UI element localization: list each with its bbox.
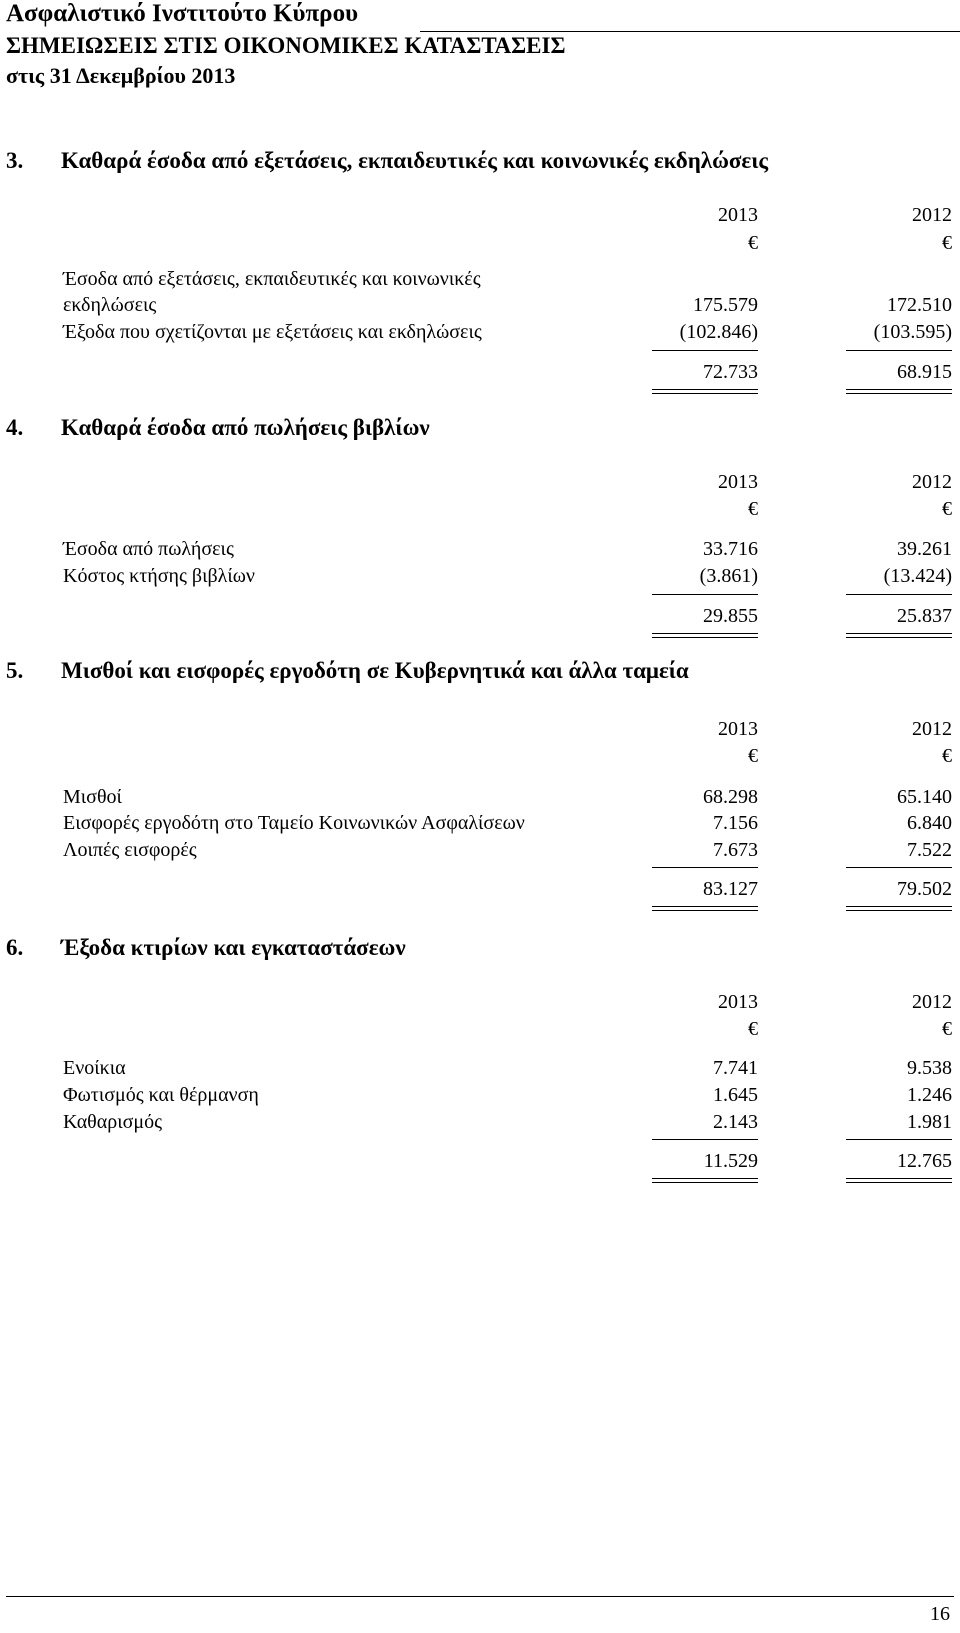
note-3-row-1-label-line1: Έσοδα από εξετάσεις, εκπαιδευτικές και κοινωνικές	[63, 268, 481, 290]
document-header-organization: Ασφαλιστικό Ινστιτούτο Κύπρου	[6, 0, 359, 27]
note-3-row-1-2013: 175.579	[693, 294, 758, 316]
note-4-title	[6, 415, 430, 441]
note-3-title-text: Καθαρά έσοδα από εξετάσεις, εκπαιδευτικές και κοινωνικές εκδηλώσεις	[61, 148, 769, 173]
note-5-row-1-2013: 68.298	[703, 786, 758, 808]
note-4-total-double-rule-2012	[846, 633, 952, 638]
note-3-total-2012: 68.915	[897, 361, 952, 383]
note-6-title-text: Έξοδα κτιρίων και εγκαταστάσεων	[61, 935, 406, 960]
note-6-col-2013-year: 2013	[718, 991, 758, 1013]
note-5-subtotal-rule-2012	[846, 867, 952, 868]
note-6-row-1-label: Ενοίκια	[63, 1057, 126, 1079]
note-6-row-2-2012: 1.246	[907, 1084, 952, 1106]
note-4-row-1-2013: 33.716	[703, 538, 758, 560]
note-5-number: 5.	[6, 658, 24, 683]
note-4-total-double-rule-2013	[652, 633, 758, 638]
note-6-title	[6, 935, 406, 961]
note-3-total-2013: 72.733	[703, 361, 758, 383]
note-3-row-1-label-line2: εκδηλώσεις	[63, 294, 157, 316]
note-3-subtotal-rule-2013	[652, 350, 758, 351]
note-6-row-1-2012: 9.538	[907, 1057, 952, 1079]
note-3-col-2012-year: 2012	[912, 204, 952, 226]
note-4-col-2012-year: 2012	[912, 471, 952, 493]
note-3-number: 3.	[6, 148, 24, 173]
note-5-row-2-2012: 6.840	[907, 812, 952, 834]
page-number: 16	[930, 1603, 950, 1625]
note-4-subtotal-rule-2013	[652, 594, 758, 595]
note-5-row-1-2012: 65.140	[897, 786, 952, 808]
note-5-col-2012-currency: €	[942, 745, 952, 767]
note-4-title-text: Καθαρά έσοδα από πωλήσεις βιβλίων	[61, 415, 430, 440]
note-5-subtotal-rule-2013	[652, 867, 758, 868]
note-6-total-double-rule-2013	[652, 1178, 758, 1183]
document-header-date: στις 31 Δεκεμβρίου 2013	[6, 63, 236, 88]
note-5-total-double-rule-2013	[652, 906, 758, 911]
note-6-row-3-2013: 2.143	[713, 1111, 758, 1133]
note-6-col-2012-currency: €	[942, 1018, 952, 1040]
note-3-col-2013-currency: €	[748, 232, 758, 254]
note-6-subtotal-rule-2012	[846, 1139, 952, 1140]
note-5-row-3-2012: 7.522	[907, 839, 952, 861]
note-3-row-2-2013: (102.846)	[679, 321, 758, 343]
note-6-total-2013: 11.529	[703, 1150, 758, 1172]
note-5-row-1-label: Μισθοί	[63, 786, 122, 808]
note-3-total-double-rule-2012	[846, 389, 952, 394]
note-5-total-2013: 83.127	[703, 878, 758, 900]
note-6-row-3-2012: 1.981	[907, 1111, 952, 1133]
note-3-col-2013-year: 2013	[718, 204, 758, 226]
note-6-row-2-2013: 1.645	[713, 1084, 758, 1106]
note-6-col-2012-year: 2012	[912, 991, 952, 1013]
note-6-total-double-rule-2012	[846, 1178, 952, 1183]
note-5-title	[6, 658, 689, 684]
note-3-row-1-2012: 172.510	[887, 294, 952, 316]
footer-rule	[6, 1596, 954, 1597]
note-5-col-2012-year: 2012	[912, 718, 952, 740]
note-5-row-2-2013: 7.156	[713, 812, 758, 834]
note-6-col-2013-currency: €	[748, 1018, 758, 1040]
note-5-row-3-2013: 7.673	[713, 839, 758, 861]
note-3-subtotal-rule-2012	[846, 350, 952, 351]
note-4-row-2-2012: (13.424)	[883, 565, 952, 587]
note-5-row-2-label: Εισφορές εργοδότη στο Ταμείο Κοινωνικών Ασφαλίσεων	[63, 812, 525, 834]
note-6-row-1-2013: 7.741	[713, 1057, 758, 1079]
note-3-total-double-rule-2013	[652, 389, 758, 394]
note-5-row-3-label: Λοιπές εισφορές	[63, 839, 197, 861]
note-5-title-text: Μισθοί και εισφορές εργοδότη σε Κυβερνητικά και άλλα ταμεία	[61, 658, 689, 683]
note-6-total-2012: 12.765	[897, 1150, 952, 1172]
document-header-subtitle: ΣΗΜΕΙΩΣΕΙΣ ΣΤΙΣ ΟΙΚΟΝΟΜΙΚΕΣ ΚΑΤΑΣΤΑΣΕΙΣ	[6, 33, 566, 58]
note-6-number: 6.	[6, 935, 24, 960]
note-4-subtotal-rule-2012	[846, 594, 952, 595]
note-5-col-2013-year: 2013	[718, 718, 758, 740]
note-4-row-1-label: Έσοδα από πωλήσεις	[63, 538, 234, 560]
note-4-col-2012-currency: €	[942, 498, 952, 520]
note-6-subtotal-rule-2013	[652, 1139, 758, 1140]
note-4-col-2013-currency: €	[748, 498, 758, 520]
note-4-number: 4.	[6, 415, 24, 440]
header-rule	[420, 31, 960, 32]
note-5-total-2012: 79.502	[897, 878, 952, 900]
note-6-row-3-label: Καθαρισμός	[63, 1111, 163, 1133]
note-4-row-2-2013: (3.861)	[699, 565, 758, 587]
note-4-total-2013: 29.855	[703, 605, 758, 627]
note-4-col-2013-year: 2013	[718, 471, 758, 493]
note-5-total-double-rule-2012	[846, 906, 952, 911]
note-3-row-2-label: Έξοδα που σχετίζονται με εξετάσεις και εκδηλώσεις	[63, 321, 482, 343]
note-3-col-2012-currency: €	[942, 232, 952, 254]
note-4-row-2-label: Κόστος κτήσης βιβλίων	[63, 565, 255, 587]
note-6-row-2-label: Φωτισμός και θέρμανση	[63, 1084, 259, 1106]
note-5-col-2013-currency: €	[748, 745, 758, 767]
note-3-title	[6, 148, 768, 174]
note-4-total-2012: 25.837	[897, 605, 952, 627]
note-3-row-2-2012: (103.595)	[873, 321, 952, 343]
note-4-row-1-2012: 39.261	[897, 538, 952, 560]
